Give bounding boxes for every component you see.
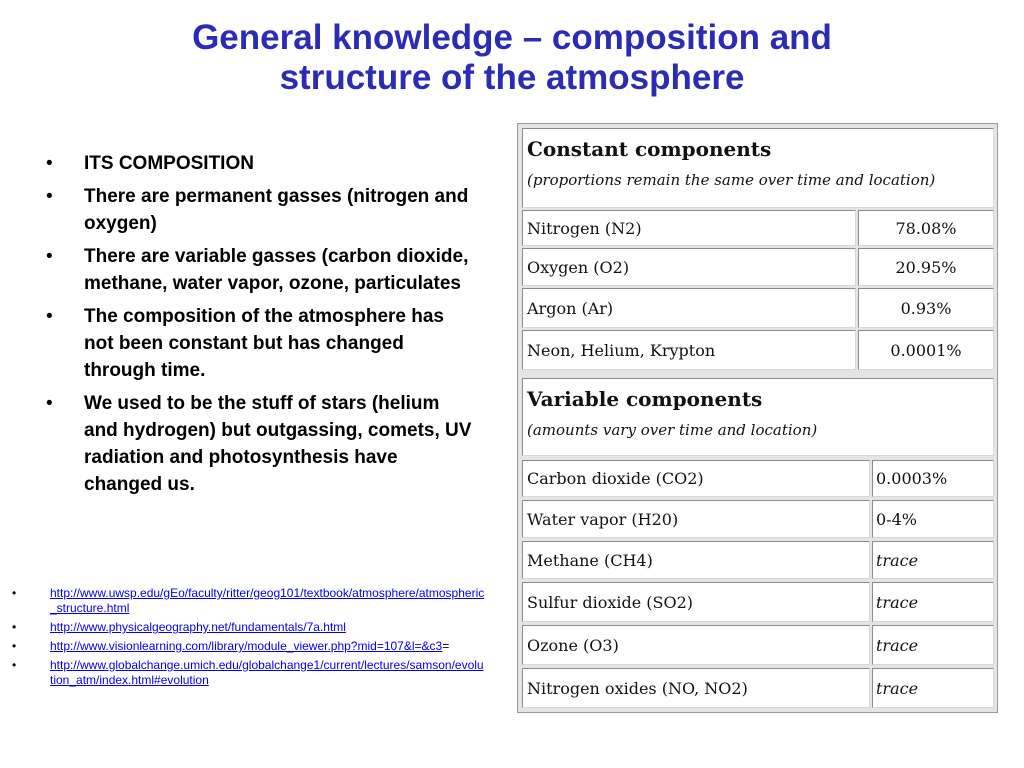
table-cell-name: Ozone (O3) bbox=[522, 625, 870, 665]
table-cell-name: Neon, Helium, Krypton bbox=[522, 330, 856, 370]
variable-components-heading: Variable components bbox=[527, 387, 763, 411]
bullet-item: • We used to be the stuff of stars (helium and hydrogen) but outgassing, comets, UV radiation and photosynthesis have changed us. bbox=[44, 390, 474, 498]
table-cell-value: trace bbox=[872, 541, 994, 579]
table-cell-value: 78.08% bbox=[858, 210, 994, 246]
table-cell-name: Water vapor (H20) bbox=[522, 500, 870, 538]
constant-components-subheading: (proportions remain the same over time and location) bbox=[527, 171, 936, 189]
bullet-item: • ITS COMPOSITION bbox=[44, 150, 474, 177]
slide-title bbox=[0, 18, 1024, 98]
reference-link[interactable]: http://www.physicalgeography.net/fundamentals/7a.html bbox=[50, 620, 346, 634]
reference-link[interactable]: http://www.globalchange.umich.edu/globalchange1/current/lectures/samson/evolution_atm/index.html#evolution bbox=[50, 658, 484, 687]
table-cell-name: Argon (Ar) bbox=[522, 288, 856, 328]
table-cell-value: 0.93% bbox=[858, 288, 994, 328]
reference-item bbox=[10, 586, 485, 616]
reference-item bbox=[10, 639, 485, 654]
table-cell-name: Nitrogen oxides (NO, NO2) bbox=[522, 668, 870, 708]
constant-components-header bbox=[522, 128, 994, 208]
composition-bullet-list bbox=[44, 150, 474, 504]
bullet-item: • There are permanent gasses (nitrogen and oxygen) bbox=[44, 183, 474, 237]
variable-components-subheading: (amounts vary over time and location) bbox=[527, 421, 818, 439]
table-cell-name: Sulfur dioxide (SO2) bbox=[522, 582, 870, 622]
table-cell-value: trace bbox=[872, 582, 994, 622]
reference-item bbox=[10, 620, 485, 635]
bullet-item: • There are variable gasses (carbon dioxide, methane, water vapor, ozone, particulates bbox=[44, 243, 474, 297]
table-cell-value: trace bbox=[872, 668, 994, 708]
reference-item bbox=[10, 658, 485, 688]
table-cell-name: Oxygen (O2) bbox=[522, 248, 856, 286]
table-cell-name: Methane (CH4) bbox=[522, 541, 870, 579]
table-cell-value: 0.0003% bbox=[872, 460, 994, 497]
reference-suffix: = bbox=[442, 639, 450, 653]
bullet-item: • The composition of the atmosphere has not been constant but has changed through time. bbox=[44, 303, 474, 384]
table-cell-value: trace bbox=[872, 625, 994, 665]
slide-title-line-2: structure of the atmosphere bbox=[279, 58, 745, 97]
table-cell-value: 0.0001% bbox=[858, 330, 994, 370]
reference-link[interactable]: http://www.uwsp.edu/gEo/faculty/ritter/geog101/textbook/atmosphere/atmospheric_structure.html bbox=[50, 586, 485, 615]
variable-components-header bbox=[522, 378, 994, 456]
table-cell-value: 0-4% bbox=[872, 500, 994, 538]
reference-link-list bbox=[10, 586, 485, 692]
slide-title-line-1: General knowledge – composition and bbox=[192, 18, 832, 57]
constant-components-heading: Constant components bbox=[527, 137, 772, 161]
table-cell-value: 20.95% bbox=[858, 248, 994, 286]
atmosphere-components-table bbox=[517, 123, 998, 713]
table-cell-name: Carbon dioxide (CO2) bbox=[522, 460, 870, 497]
reference-link[interactable]: http://www.visionlearning.com/library/module_viewer.php?mid=107&l=&c3 bbox=[50, 639, 443, 653]
table-cell-name: Nitrogen (N2) bbox=[522, 210, 856, 246]
